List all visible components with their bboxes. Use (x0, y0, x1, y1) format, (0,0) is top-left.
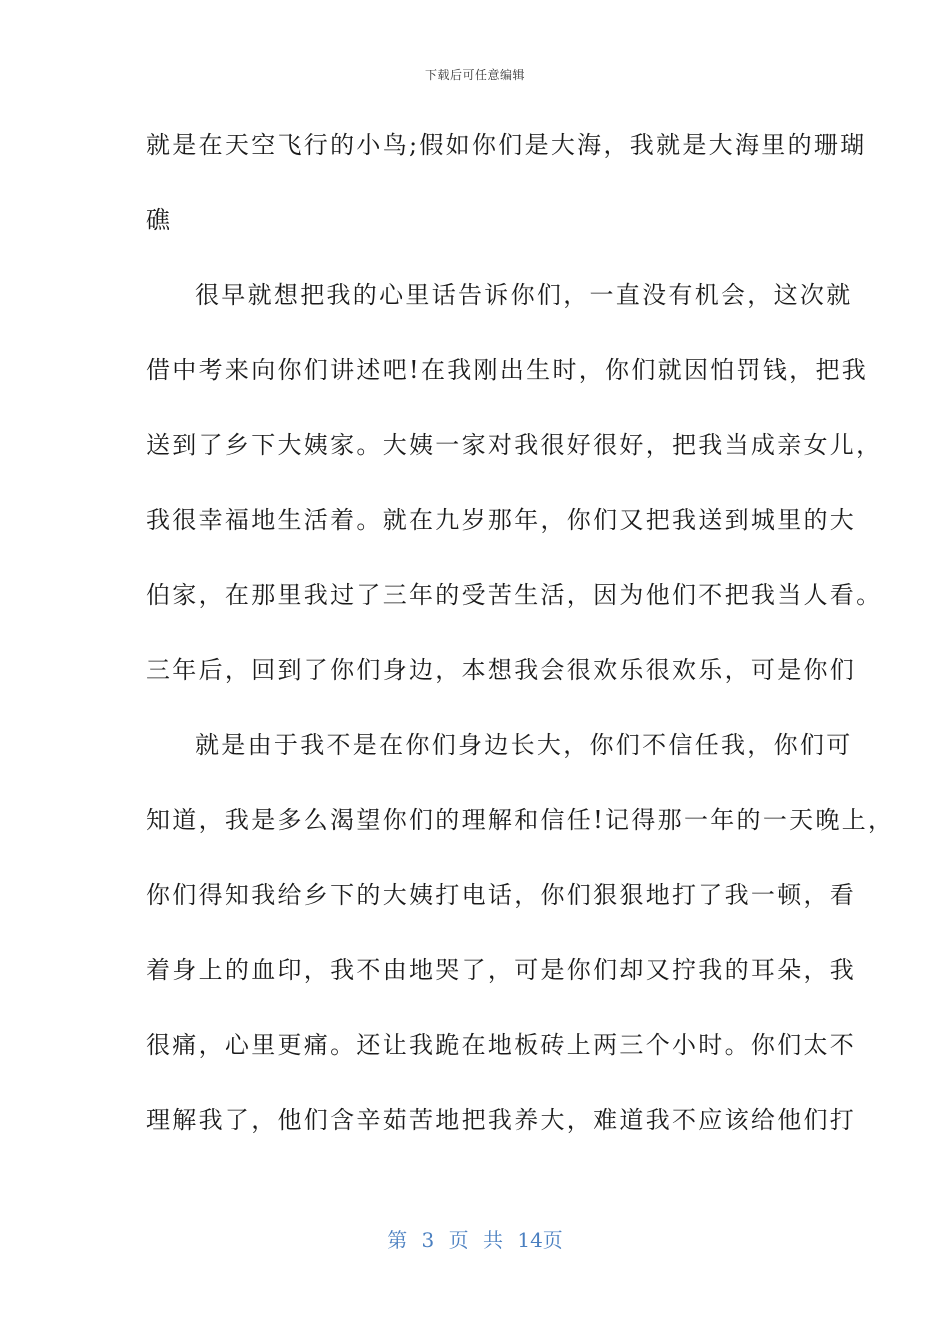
text-line: 借中考来向你们讲述吧!在我刚出生时，你们就因怕罚钱，把我 (146, 356, 869, 384)
header-note: 下载后可任意编辑 (424, 68, 525, 82)
text-line: 就是由于我不是在你们身边长大，你们不信任我，你们可 (195, 731, 853, 759)
text-line: 礁 (146, 206, 173, 234)
text-line: 三年后，回到了你们身边，本想我会很欢乐很欢乐，可是你们 (146, 656, 857, 684)
text-line: 你们得知我给乡下的大姨打电话，你们狠狠地打了我一顿，看 (146, 881, 857, 909)
text-line: 我很幸福地生活着。就在九岁那年，你们又把我送到城里的大 (146, 506, 857, 534)
text-line: 伯家，在那里我过了三年的受苦生活，因为他们不把我当人看。 (146, 581, 883, 609)
page-footer: 第 3 页 共 14页 (387, 1228, 563, 1252)
text-line: 就是在天空飞行的小鸟;假如你们是大海，我就是大海里的珊瑚 (146, 131, 867, 159)
text-line: 送到了乡下大姨家。大姨一家对我很好很好，把我当成亲女儿， (146, 431, 883, 459)
text-line: 理解我了，他们含辛茹苦地把我养大，难道我不应该给他们打 (146, 1106, 857, 1134)
text-line: 很痛，心里更痛。还让我跪在地板砖上两三个小时。你们太不 (146, 1031, 857, 1059)
body-text (146, 120, 895, 1170)
text-line: 着身上的血印，我不由地哭了，可是你们却又拧我的耳朵，我 (146, 956, 857, 984)
text-line: 知道，我是多么渴望你们的理解和信任!记得那一年的一天晚上， (146, 806, 895, 834)
text-line: 很早就想把我的心里话告诉你们，一直没有机会，这次就 (195, 281, 853, 309)
